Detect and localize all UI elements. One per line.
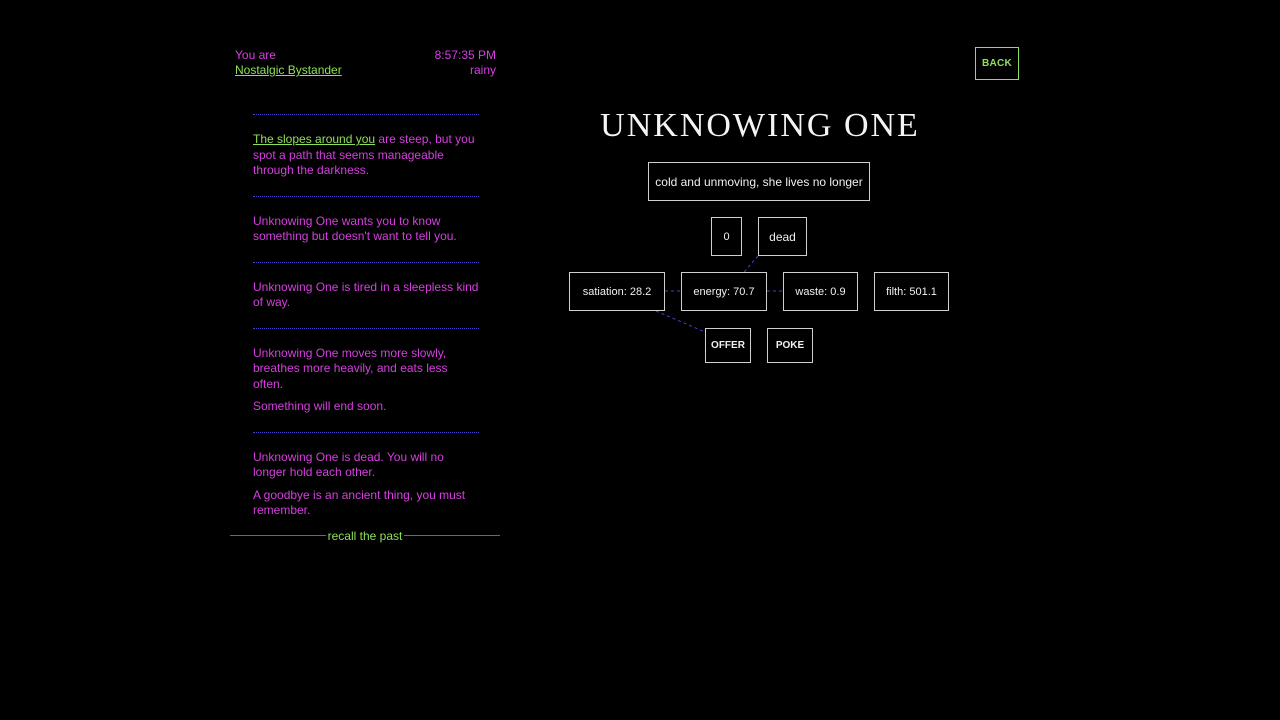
connector-line [656, 311, 705, 332]
weather-status: rainy [469, 63, 496, 77]
log-link[interactable]: The slopes around you [253, 132, 376, 146]
log-text: are steep, but you spot a path that seems manageable through the darkness. [253, 132, 475, 177]
log-line [253, 132, 479, 179]
log-line: Unknowing One moves more slowly, breathes more heavily, and eats less often. [253, 345, 448, 391]
poke-button[interactable]: POKE [767, 328, 813, 363]
offer-button[interactable]: OFFER [705, 328, 751, 363]
log-line: A goodbye is an ancient thing, you must remember. [253, 487, 466, 517]
identity-link[interactable]: Nostalgic Bystander [235, 63, 342, 77]
log-entry [253, 328, 479, 432]
connector-line [744, 256, 758, 272]
recall-past-button[interactable]: recall the past [327, 529, 403, 543]
creature-life-state: dead [758, 217, 807, 256]
log-line: Unknowing One is tired in a sleepless kind of way. [253, 279, 479, 309]
log-line: Unknowing One wants you to know something but doesn't want to tell you. [253, 213, 457, 243]
stat-energy: energy: 70.7 [681, 272, 767, 311]
event-log [253, 114, 479, 536]
log-line: Unknowing One is dead. You will no longer hold each other. [253, 449, 444, 479]
back-button[interactable]: BACK [975, 47, 1019, 80]
recall-past-divider [230, 528, 500, 544]
stat-satiation: satiation: 28.2 [569, 272, 665, 311]
you-are-label: You are [235, 48, 276, 62]
stat-waste: waste: 0.9 [783, 272, 858, 311]
log-line: Something will end soon. [253, 399, 387, 413]
log-entry [253, 196, 479, 262]
creature-name: UNKNOWING ONE [600, 107, 920, 144]
clock-time: 8:57:35 PM [434, 48, 496, 62]
creature-age: 0 [711, 217, 742, 256]
stat-filth: filth: 501.1 [874, 272, 949, 311]
log-entry [253, 432, 479, 536]
creature-status: cold and unmoving, she lives no longer [648, 162, 870, 201]
log-entry [253, 114, 479, 196]
log-entry [253, 262, 479, 328]
